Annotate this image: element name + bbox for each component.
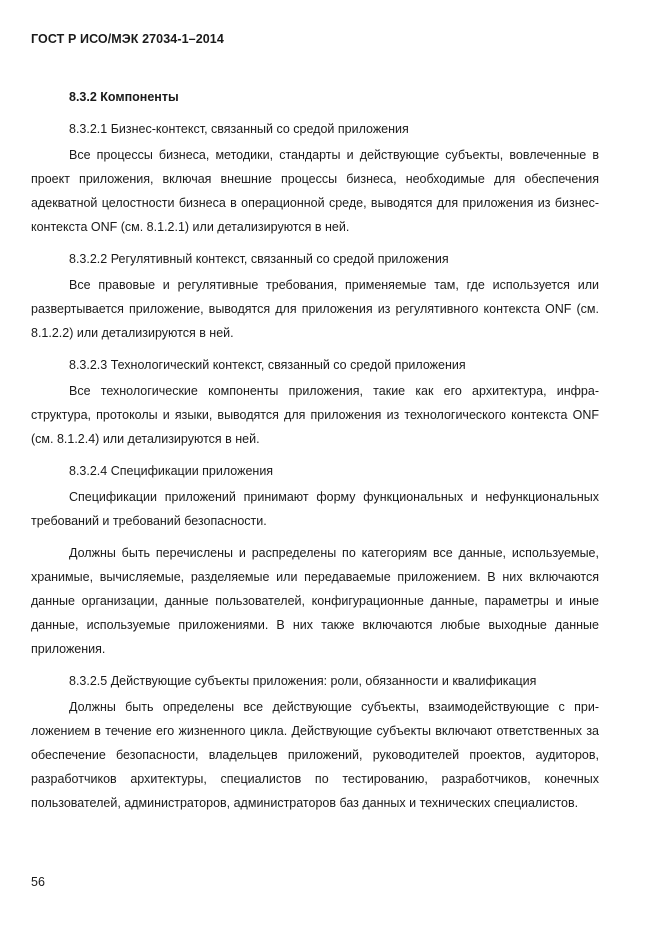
paragraph: Все процессы бизнеса, методики, стандарты и действующие субъекты, вовлеченные в проект приложения, включая внешние процессы бизнеса, необходимые для обеспечения адекватной целостности бизнеса в операционной среде, выводятся для приложения из бизнес-контекста ONF (см. 8.1.2.1) или детализируются в ней. [31,148,599,234]
page-number: 56 [31,875,45,889]
paragraph: Все технологические компоненты приложения, такие как его архитектура, инфраструктура, протоколы и языки, выводятся для приложения из технологического контекста ONF (см. 8.1.2.4) или детализируются в ней. [31,384,599,446]
paragraph: Все правовые и регулятивные требования, применяемые там, где используется или развертывается приложение, выводятся для приложения из регулятивного контекста ONF (см. 8.1.2.2) или детализируются в ней. [31,278,599,340]
paragraph: Должны быть перечислены и распределены по категориям все данные, используемые, хранимые, вычисляемые, разделяемые или передаваемые приложением. В них включаются данные организации, данные пользователей, конфигурационные данные, параметры и иные данные, используемые приложениями. В них также включаются любые выходные данные приложения. [31,546,599,656]
paragraph: Должны быть определены все действующие субъекты, взаимодействующие с приложением в течение его жизненного цикла. Действующие субъекты включают ответственных за обеспечение безопасности, владельцев приложений, руководителей проектов, аудиторов, разработчиков архитектуры, специалистов по тестированию, разработчиков, конечных пользователей, администраторов, администраторов баз данных и технических специалистов. [31,700,599,810]
paragraph: Спецификации приложений принимают форму функциональных и нефункциональных требований и требований безопасности. [31,490,599,528]
subsection-title: 8.3.2.1 Бизнес-контекст, связанный со средой приложения [69,122,409,136]
subsection-title: 8.3.2.2 Регулятивный контекст, связанный со средой приложения [69,252,449,266]
subsection-title: 8.3.2.5 Действующие субъекты приложения: роли, обязанности и квалификация [69,674,537,688]
subsection-title: 8.3.2.3 Технологический контекст, связанный со средой приложения [69,358,466,372]
document-body [31,85,599,823]
document-header: ГОСТ Р ИСО/МЭК 27034-1–2014 [31,32,224,46]
subsection-title: 8.3.2.4 Спецификации приложения [69,464,274,478]
section-title: 8.3.2 Компоненты [69,90,179,104]
